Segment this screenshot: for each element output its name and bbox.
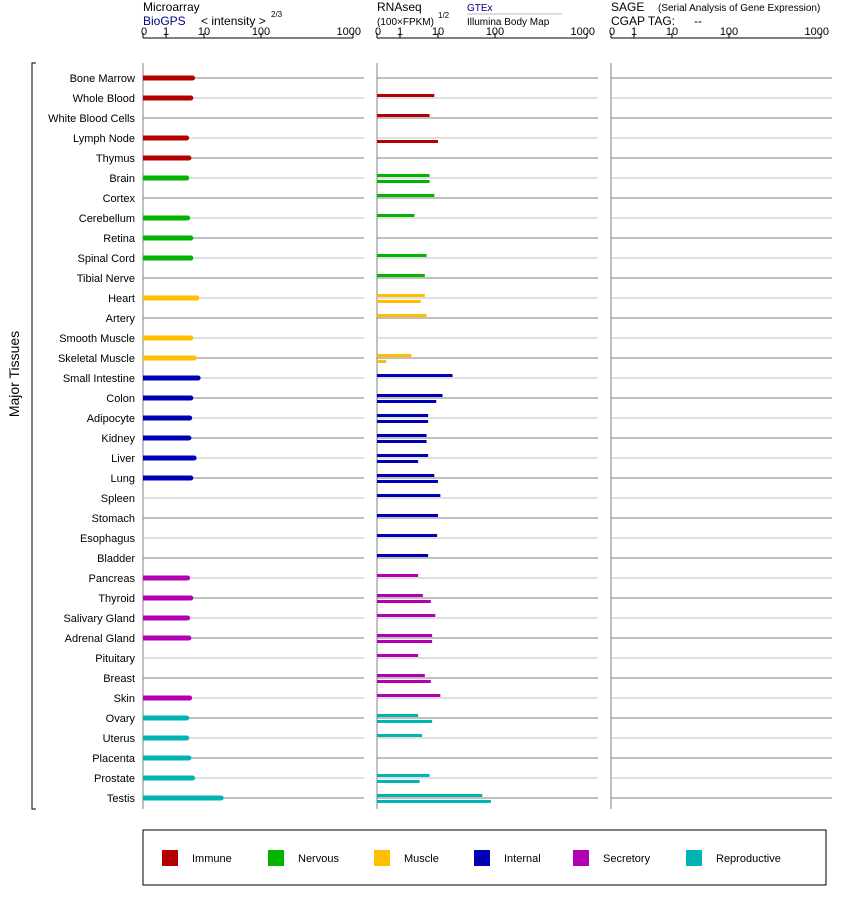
tissue-label[interactable]: Testis bbox=[106, 793, 135, 805]
panels bbox=[141, 26, 832, 809]
illumina-bar bbox=[377, 480, 438, 483]
gtex-bar bbox=[377, 494, 440, 497]
tissue-row bbox=[98, 593, 431, 605]
sage-title: SAGE bbox=[611, 0, 645, 14]
tissue-label[interactable]: Smooth Muscle bbox=[59, 333, 135, 345]
tissue-row bbox=[103, 233, 193, 245]
microarray-bar bbox=[143, 336, 191, 341]
gtex-bar bbox=[377, 614, 435, 617]
panel-sage bbox=[609, 26, 832, 809]
sage-subtitle: (Serial Analysis of Gene Expression) bbox=[658, 3, 821, 14]
tissue-row bbox=[106, 713, 432, 725]
microarray-bar-cap bbox=[190, 776, 195, 781]
tissue-label[interactable]: Retina bbox=[103, 233, 135, 245]
microarray-bar-cap bbox=[186, 756, 191, 761]
panel-rnaseq bbox=[375, 26, 598, 809]
tick-label: 100 bbox=[251, 26, 271, 38]
tissue-label[interactable]: Colon bbox=[106, 393, 135, 405]
microarray-bar bbox=[143, 256, 191, 261]
microarray-bar bbox=[143, 476, 191, 481]
legend-item-immune bbox=[162, 850, 232, 866]
tissue-bracket bbox=[32, 63, 36, 809]
gtex-bar bbox=[377, 414, 428, 417]
tissue-row bbox=[63, 613, 435, 625]
tick-label: 1 bbox=[396, 26, 404, 38]
microarray-bar-cap bbox=[185, 616, 190, 621]
gtex-bar bbox=[377, 514, 438, 517]
tissue-label[interactable]: Kidney bbox=[101, 433, 135, 445]
intensity-label: < intensity > bbox=[201, 14, 266, 28]
microarray-bar bbox=[143, 216, 188, 221]
tissue-label[interactable]: Lymph Node bbox=[73, 133, 135, 145]
gtex-bar bbox=[377, 454, 428, 457]
gtex-bar bbox=[377, 294, 425, 297]
legend-swatch bbox=[374, 850, 390, 866]
microarray-bar-cap bbox=[188, 236, 193, 241]
microarray-bar-cap bbox=[188, 336, 193, 341]
microarray-bar bbox=[143, 396, 191, 401]
tissue-label[interactable]: Brain bbox=[109, 173, 135, 185]
illumina-bar bbox=[377, 180, 430, 183]
tissue-row bbox=[48, 113, 429, 125]
tissue-row bbox=[70, 73, 195, 85]
illumina-bar bbox=[377, 300, 421, 303]
gtex-bar bbox=[377, 194, 434, 197]
tissue-row bbox=[92, 753, 191, 765]
tissue-label[interactable]: White Blood Cells bbox=[48, 113, 135, 125]
tissue-label[interactable]: Uterus bbox=[102, 733, 135, 745]
tick-label: 1 bbox=[162, 26, 170, 38]
microarray-bar-cap bbox=[185, 216, 190, 221]
tissue-row bbox=[58, 353, 411, 365]
tick-label: 0 bbox=[608, 26, 616, 38]
legend-item-nervous bbox=[268, 850, 339, 866]
legend-label: Immune bbox=[192, 853, 232, 865]
microarray-bar-cap bbox=[188, 256, 193, 261]
cgap-label: CGAP TAG: bbox=[611, 14, 676, 28]
microarray-bar bbox=[143, 376, 198, 381]
legend-swatch bbox=[573, 850, 589, 866]
tissue-label[interactable]: Bone Marrow bbox=[69, 73, 135, 85]
legend-label: Muscle bbox=[404, 853, 439, 865]
gtex-label[interactable]: GTEx bbox=[467, 3, 493, 14]
illumina-bar bbox=[377, 460, 418, 463]
tick-label: 1000 bbox=[336, 26, 361, 38]
cgap-value: -- bbox=[694, 14, 702, 28]
microarray-bar-cap bbox=[190, 76, 195, 81]
gtex-bar bbox=[377, 654, 418, 657]
illumina-bar bbox=[377, 440, 427, 443]
tissue-label[interactable]: Ovary bbox=[105, 713, 135, 725]
tissue-row bbox=[77, 273, 425, 285]
gtex-bar bbox=[377, 374, 453, 377]
gtex-bar bbox=[377, 94, 434, 97]
tissue-label[interactable]: Cortex bbox=[102, 193, 135, 205]
intensity-exponent: 2/3 bbox=[271, 10, 283, 19]
tissue-row bbox=[63, 373, 453, 385]
microarray-bar bbox=[143, 156, 189, 161]
gtex-bar bbox=[377, 714, 418, 717]
microarray-bar-cap bbox=[192, 356, 197, 361]
tick-label: 1 bbox=[630, 26, 638, 38]
tick-label: 10 bbox=[431, 26, 445, 38]
fpkm-label: (100×FPKM) bbox=[377, 17, 434, 28]
microarray-bar-cap bbox=[194, 296, 199, 301]
microarray-bar bbox=[143, 356, 194, 361]
tissue-label[interactable]: Heart bbox=[108, 293, 135, 305]
legend-label: Secretory bbox=[603, 853, 651, 865]
tissue-row bbox=[103, 193, 435, 205]
tissue-label[interactable]: Skeletal Muscle bbox=[57, 353, 135, 365]
legend-label: Internal bbox=[504, 853, 541, 865]
microarray-bar-cap bbox=[192, 456, 197, 461]
tissue-row bbox=[80, 533, 437, 545]
microarray-bar-cap bbox=[188, 96, 193, 101]
tissue-label[interactable]: Pituitary bbox=[95, 653, 135, 665]
tissue-label[interactable]: Adrenal Gland bbox=[64, 633, 135, 645]
gtex-bar bbox=[377, 254, 427, 257]
tissue-label[interactable]: Thyroid bbox=[98, 593, 135, 605]
tissue-label[interactable]: Adipocyte bbox=[86, 413, 135, 425]
tick-label: 10 bbox=[197, 26, 211, 38]
tissue-row bbox=[103, 733, 422, 745]
microarray-bar bbox=[143, 416, 190, 421]
tissue-label[interactable]: Small Intestine bbox=[62, 373, 135, 385]
microarray-bar bbox=[143, 576, 188, 581]
gtex-bar bbox=[377, 634, 432, 637]
tissue-row bbox=[107, 793, 491, 805]
tissue-label[interactable]: Placenta bbox=[92, 753, 135, 765]
tissue-label[interactable]: Whole Blood bbox=[72, 93, 135, 105]
tissue-label[interactable]: Tibial Nerve bbox=[76, 273, 135, 285]
gtex-bar bbox=[377, 734, 422, 737]
tissue-row bbox=[106, 313, 427, 325]
microarray-bar bbox=[143, 296, 197, 301]
tissue-row bbox=[96, 153, 192, 165]
microarray-bar-cap bbox=[184, 736, 189, 741]
microarray-bar-cap bbox=[187, 696, 192, 701]
microarray-bar-cap bbox=[185, 576, 190, 581]
illumina-bar bbox=[377, 360, 386, 363]
microarray-bar-cap bbox=[188, 396, 193, 401]
gtex-bar bbox=[377, 274, 425, 277]
microarray-bar bbox=[143, 616, 188, 621]
microarray-bar-cap bbox=[188, 476, 193, 481]
microarray-bar bbox=[143, 596, 191, 601]
microarray-bar bbox=[143, 96, 191, 101]
legend-label: Nervous bbox=[298, 853, 339, 865]
tissue-row bbox=[73, 93, 435, 105]
illumina-bar bbox=[377, 640, 432, 643]
tissue-row bbox=[89, 573, 419, 585]
legend-item-reproductive bbox=[686, 850, 781, 866]
tissue-row bbox=[101, 493, 441, 505]
tissue-label[interactable]: Spinal Cord bbox=[77, 253, 135, 265]
tissue-label[interactable]: Thymus bbox=[95, 153, 135, 165]
legend-item-internal bbox=[474, 850, 541, 866]
microarray-bar-cap bbox=[187, 416, 192, 421]
microarray-bar bbox=[143, 236, 191, 241]
illumina-bar bbox=[377, 140, 438, 143]
microarray-bar bbox=[143, 436, 189, 441]
rnaseq-title: RNAseq bbox=[377, 0, 422, 14]
tissue-row bbox=[103, 673, 431, 685]
tick-label: 100 bbox=[719, 26, 739, 38]
fpkm-exponent: 1/2 bbox=[438, 11, 450, 20]
gtex-bar bbox=[377, 694, 440, 697]
tick-label: 100 bbox=[485, 26, 505, 38]
tissue-label[interactable]: Salivary Gland bbox=[63, 613, 135, 625]
tissue-row bbox=[111, 453, 428, 465]
tissue-row bbox=[101, 433, 426, 445]
gtex-bar bbox=[377, 574, 418, 577]
tissue-label[interactable]: Bladder bbox=[97, 553, 135, 565]
tissue-row bbox=[59, 333, 193, 345]
microarray-title: Microarray bbox=[143, 0, 200, 14]
legend-item-secretory bbox=[573, 850, 651, 866]
microarray-bar-cap bbox=[196, 376, 201, 381]
illumina-bar bbox=[377, 420, 428, 423]
tissue-row bbox=[109, 173, 429, 185]
tissue-row bbox=[106, 393, 442, 405]
tissue-row bbox=[79, 213, 415, 225]
microarray-bar-cap bbox=[219, 796, 224, 801]
tissue-label[interactable]: Cerebellum bbox=[78, 213, 135, 225]
tissue-row bbox=[111, 473, 438, 485]
tick-label: 1000 bbox=[804, 26, 829, 38]
tissue-label[interactable]: Spleen bbox=[100, 493, 135, 505]
microarray-bar-cap bbox=[186, 436, 191, 441]
gtex-bar bbox=[377, 534, 437, 537]
tissue-label[interactable]: Pancreas bbox=[88, 573, 135, 585]
gtex-bar bbox=[377, 554, 428, 557]
tissue-row bbox=[78, 253, 427, 265]
gtex-bar bbox=[377, 794, 482, 797]
tissue-row bbox=[114, 693, 441, 705]
microarray-bar bbox=[143, 736, 187, 741]
microarray-bar-cap bbox=[188, 596, 193, 601]
gtex-bar bbox=[377, 354, 411, 357]
gtex-bar bbox=[377, 674, 425, 677]
legend-swatch bbox=[474, 850, 490, 866]
tissue-label[interactable]: Artery bbox=[105, 313, 135, 325]
illumina-bar bbox=[377, 400, 436, 403]
tissue-label[interactable]: Esophagus bbox=[79, 533, 135, 545]
illumina-bar bbox=[377, 600, 431, 603]
gtex-bar bbox=[377, 774, 430, 777]
microarray-bar-cap bbox=[184, 716, 189, 721]
illumina-bar bbox=[377, 800, 491, 803]
tissue-label[interactable]: Stomach bbox=[91, 513, 135, 525]
side-label: Major Tissues bbox=[6, 330, 22, 418]
illumina-label: Illumina Body Map bbox=[467, 17, 550, 28]
tick-label: 1000 bbox=[570, 26, 595, 38]
tissue-label[interactable]: Liver bbox=[111, 453, 135, 465]
gtex-bar bbox=[377, 394, 443, 397]
biogps-label[interactable]: BioGPS bbox=[143, 14, 186, 28]
tissue-label[interactable]: Breast bbox=[103, 673, 135, 685]
microarray-bar-cap bbox=[184, 136, 189, 141]
microarray-bar bbox=[143, 136, 187, 141]
microarray-bar bbox=[143, 76, 193, 81]
microarray-bar bbox=[143, 756, 189, 761]
tick-label: 10 bbox=[665, 26, 679, 38]
microarray-bar bbox=[143, 636, 189, 641]
microarray-bar bbox=[143, 456, 194, 461]
tissue-label[interactable]: Lung bbox=[110, 473, 135, 485]
tissue-row bbox=[92, 513, 438, 525]
microarray-bar-cap bbox=[186, 636, 191, 641]
legend-label: Reproductive bbox=[716, 853, 781, 865]
tissue-row bbox=[95, 653, 418, 665]
gtex-bar bbox=[377, 314, 427, 317]
tick-label: 0 bbox=[140, 26, 148, 38]
tissue-label[interactable]: Prostate bbox=[94, 773, 135, 785]
tissue-row bbox=[97, 553, 428, 565]
microarray-bar-cap bbox=[184, 176, 189, 181]
tissue-row bbox=[73, 133, 438, 145]
microarray-bar bbox=[143, 176, 187, 181]
microarray-bar bbox=[143, 776, 193, 781]
legend-item-muscle bbox=[374, 850, 439, 866]
microarray-bar bbox=[143, 696, 190, 701]
gtex-bar bbox=[377, 174, 430, 177]
gtex-bar bbox=[377, 474, 434, 477]
gtex-bar bbox=[377, 434, 427, 437]
tissue-row bbox=[94, 773, 430, 785]
legend-swatch bbox=[268, 850, 284, 866]
gtex-bar bbox=[377, 214, 414, 217]
microarray-bar-cap bbox=[186, 156, 191, 161]
illumina-bar bbox=[377, 680, 431, 683]
tick-label: 0 bbox=[374, 26, 382, 38]
microarray-bar bbox=[143, 716, 187, 721]
microarray-bar bbox=[143, 796, 221, 801]
tissue-rows bbox=[48, 73, 491, 805]
tissue-label[interactable]: Skin bbox=[113, 693, 135, 705]
gtex-bar bbox=[377, 114, 430, 117]
illumina-bar bbox=[377, 780, 420, 783]
legend-swatch bbox=[686, 850, 702, 866]
gtex-bar bbox=[377, 594, 423, 597]
illumina-bar bbox=[377, 720, 432, 723]
legend-swatch bbox=[162, 850, 178, 866]
